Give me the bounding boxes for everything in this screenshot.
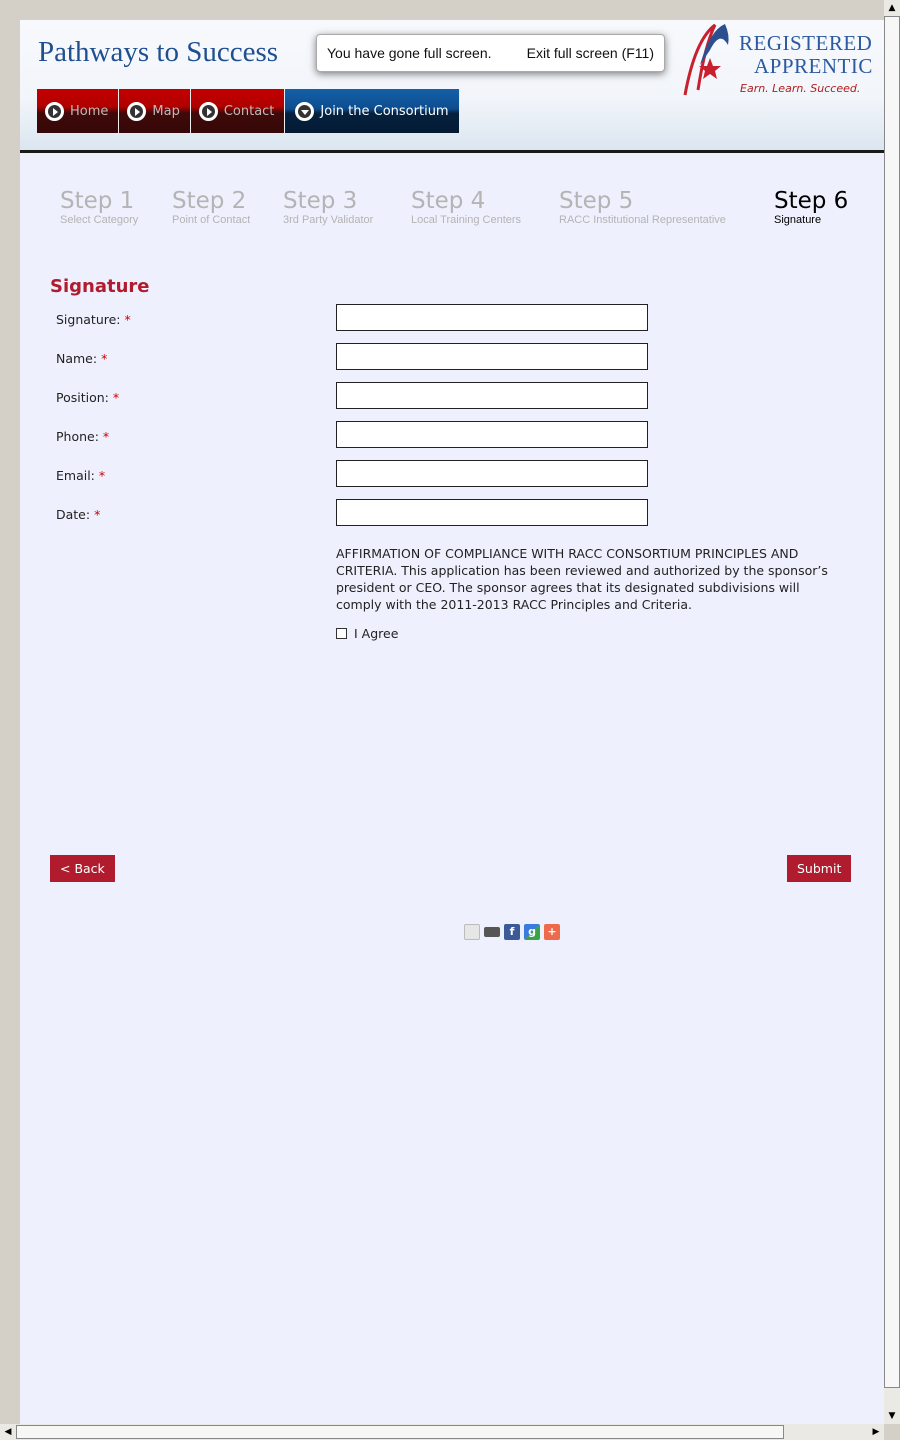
header — [20, 20, 884, 153]
exit-fullscreen-link[interactable]: Exit full screen (F11) — [526, 45, 654, 61]
scroll-up-icon[interactable]: ▲ — [884, 0, 900, 16]
step-3: Step 3 3rd Party Validator — [283, 188, 374, 226]
main-nav — [37, 89, 460, 133]
step-1: Step 1 Select Category — [60, 188, 139, 226]
horizontal-scroll-thumb[interactable] — [16, 1425, 784, 1439]
nav-home[interactable] — [37, 89, 119, 133]
nav-label: Home — [70, 103, 109, 119]
back-button[interactable]: < Back — [50, 855, 115, 882]
submit-button[interactable]: Submit — [787, 855, 851, 882]
email-icon[interactable] — [464, 924, 480, 940]
registered-apprenticeship-logo — [680, 20, 884, 100]
scroll-down-icon[interactable]: ▼ — [884, 1408, 900, 1424]
nav-label: Contact — [223, 103, 275, 119]
name-input[interactable] — [336, 343, 648, 370]
date-input[interactable] — [336, 499, 648, 526]
play-circle-icon — [45, 102, 64, 121]
position-label: Position: * — [56, 390, 120, 405]
nav-contact[interactable] — [191, 89, 286, 133]
phone-input[interactable] — [336, 421, 648, 448]
agree-checkbox[interactable] — [336, 628, 347, 639]
scroll-right-icon[interactable]: ▶ — [868, 1424, 884, 1440]
vertical-scroll-thumb[interactable] — [884, 16, 900, 1388]
page — [20, 20, 884, 1424]
logo-line2: APPRENTIC — [754, 54, 873, 78]
agree-label[interactable]: I Agree — [354, 626, 399, 641]
share-toolbar — [464, 924, 560, 940]
signature-input[interactable] — [336, 304, 648, 331]
step-4: Step 4 Local Training Centers — [411, 188, 522, 226]
logo-line1: REGISTERED — [739, 31, 873, 55]
nav-label: Map — [152, 103, 180, 119]
logo-tagline: Earn. Learn. Succeed. — [740, 82, 861, 95]
date-label: Date: * — [56, 507, 101, 522]
position-input[interactable] — [336, 382, 648, 409]
fullscreen-notification — [316, 34, 665, 72]
step-2: Step 2 Point of Contact — [172, 188, 251, 226]
agree-checkbox-row[interactable] — [336, 626, 398, 641]
print-icon[interactable] — [484, 927, 500, 937]
play-circle-icon — [127, 102, 146, 121]
facebook-icon[interactable]: f — [504, 924, 520, 940]
nav-join-consortium[interactable] — [285, 89, 459, 133]
email-label: Email: * — [56, 468, 106, 483]
fullscreen-message: You have gone full screen. — [327, 45, 492, 61]
google-icon[interactable]: g — [524, 924, 540, 940]
step-6: Step 6 Signature — [774, 188, 849, 226]
step-5: Step 5 RACC Institutional Representative — [559, 188, 726, 226]
play-circle-icon — [199, 102, 218, 121]
name-label: Name: * — [56, 351, 108, 366]
nav-map[interactable] — [119, 89, 190, 133]
scroll-left-icon[interactable]: ◀ — [0, 1424, 16, 1440]
chevron-down-circle-icon — [295, 102, 314, 121]
section-title: Signature — [50, 276, 150, 297]
email-input[interactable] — [336, 460, 648, 487]
signature-label: Signature: * — [56, 312, 131, 327]
add-share-icon[interactable]: + — [544, 924, 560, 940]
phone-label: Phone: * — [56, 429, 110, 444]
swoosh-star-icon — [680, 20, 740, 100]
site-title[interactable]: Pathways to Success — [38, 36, 279, 68]
nav-label: Join the Consortium — [320, 103, 449, 119]
affirmation-text: AFFIRMATION OF COMPLIANCE WITH RACC CONSORTIUM PRINCIPLES AND CRITERIA. This application has been reviewed and authorized by the sponsor’s president or CEO. The sponsor agrees that its designated subdivisions will comply with the 2011-2013 RACC Principles and Criteria. — [336, 546, 828, 612]
